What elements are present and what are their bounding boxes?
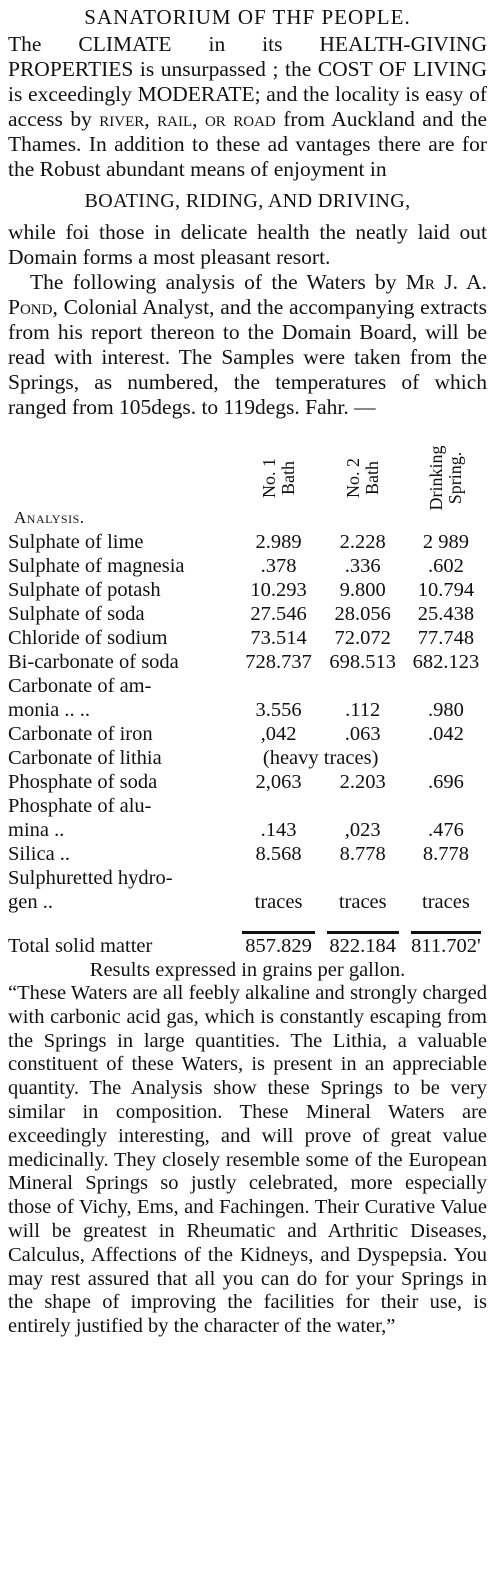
total-value-2: 822.184: [329, 935, 397, 957]
row-value-2: traces: [338, 891, 387, 913]
row-value-2: .336: [344, 555, 381, 577]
row-value-2: 2.203: [339, 771, 386, 793]
row-value-2: 698.513: [329, 651, 397, 673]
table-row: [8, 578, 487, 602]
row-value-1: 728.737: [245, 651, 312, 673]
total-rule-row: [8, 914, 487, 934]
row-value-3: .476: [427, 819, 464, 841]
analysis-table: [8, 426, 487, 958]
row-value-3: .980: [427, 699, 464, 721]
row-name: Sulphate of lime: [8, 531, 144, 553]
intro-text-1: The CLIMATE in its HEALTH-GIVING PROPERTIES is unsurpassed ; the COST OF LIVING is exceedingly MODERATE; and the locality is easy of access by: [8, 32, 487, 131]
table-row: [8, 794, 487, 818]
domain-paragraph: while foi those in delicate health the neatly laid out Domain forms a most pleasant resort.: [8, 220, 487, 269]
row-name-continued: monia .. ..: [8, 699, 90, 721]
report-quote: “These Waters are all feebly alkaline and strongly charged with carbonic acid gas, which is constantly escaping from the Springs in large quantities. The Lithia, a valuable constituent of these Waters, is present in an appreciable quantity. The Analysis show these Springs to be very similar in composition. These Mineral Waters are exceedingly interesting, and will prove of great value medicinally. They closely resemble some of the European Mineral Springs so justly celebrated, more especially those of Vichy, Ems, and Fachingen. Their Curative Value will be greatest in Rheumatic and Arthritic Diseases, Calculus, Affections of the Kidneys, and Dyspepsia. You may rest assured that all you can do for your Springs in the shape of improving the facilities for their use, is entirely justified by the character of the water,”: [8, 982, 487, 1338]
table-row: [8, 650, 487, 674]
table-header-row: [8, 426, 487, 530]
col1-header: [236, 426, 320, 530]
rule-cell-1: [236, 914, 320, 934]
row-name: Carbonate of lithia: [8, 747, 162, 769]
row-value-3: 77.748: [417, 627, 475, 649]
table-row: [8, 698, 487, 722]
row-value-1: 8.568: [255, 843, 302, 865]
col1-header-line2: Bath: [277, 461, 298, 495]
row-value-3: .042: [427, 723, 464, 745]
row-value-2: ,023: [344, 819, 381, 841]
analysis-intro-text-2: , Colonial Analyst, and the accompanying extracts from his report thereon to the Domain Board, will be read with interest. The Samples were taken from the Springs, as numbered, the temperatures of which ranged from 105degs. to 119degs. Fahr. —: [8, 295, 487, 419]
rule-cell-2: [321, 914, 405, 934]
row-value-3: 8.778: [422, 843, 469, 865]
row-name: Chloride of sodium: [8, 627, 168, 649]
row-value-3: .602: [427, 555, 464, 577]
table-row: [8, 842, 487, 866]
col2-header: [321, 426, 405, 530]
row-value-2: 9.800: [339, 579, 386, 601]
total-row: [8, 934, 487, 958]
table-row: [8, 602, 487, 626]
row-value-3: 10.794: [417, 579, 475, 601]
total-name: Total solid matter: [8, 935, 153, 957]
analysis-intro-paragraph: [8, 270, 487, 420]
row-value-2: 8.778: [339, 843, 386, 865]
row-name: Sulphate of soda: [8, 603, 145, 625]
table-row: [8, 818, 487, 842]
row-name: Sulphate of magnesia: [8, 555, 185, 577]
river-word: river: [99, 107, 145, 131]
row-value-2: 72.072: [334, 627, 391, 649]
rule-spacer: [8, 914, 236, 934]
row-value-2: 2.228: [339, 531, 386, 553]
row-value-1: 73.514: [250, 627, 307, 649]
row-name: Carbonate of am-: [8, 675, 152, 697]
row-name: Sulphuretted hydro-: [8, 867, 173, 889]
row-value-1: .143: [260, 819, 297, 841]
table-row: [8, 722, 487, 746]
intro-sep-1: ,: [144, 107, 158, 131]
row-value-2: .112: [345, 699, 381, 721]
table-row: [8, 530, 487, 554]
col2-header-line2: Bath: [361, 461, 382, 495]
row-value-3: 682.123: [412, 651, 480, 673]
activities-subheading: BOATING, RIDING, AND DRIVING,: [84, 190, 411, 212]
row-value-1: 2,063: [255, 771, 302, 793]
row-value-3: 2 989: [422, 531, 469, 553]
rail-word: rail: [157, 107, 193, 131]
road-word: or road: [204, 107, 276, 131]
table-row: [8, 866, 487, 890]
table-row: [8, 554, 487, 578]
analysis-header-label: Analysis.: [14, 508, 85, 527]
results-note: Results expressed in grains per gallon.: [89, 959, 406, 981]
intro-text-2: from Auckland and the Thames. In addition to these ad vantages there are for the Robust abundant means of enjoyment in: [8, 107, 488, 181]
row-value-1: 27.546: [250, 603, 307, 625]
analysis-intro-text-1: The following analysis of the Waters by: [30, 270, 406, 294]
page-title: SANATORIUM OF THF PEOPLE.: [84, 5, 411, 29]
row-name: Sulphate of potash: [8, 579, 161, 601]
intro-sep-2: ,: [192, 107, 205, 131]
table-header-cell: [8, 426, 236, 530]
row-value-2: 28.056: [334, 603, 391, 625]
table-row: [8, 746, 487, 770]
row-value-3: [405, 746, 487, 770]
col3-header: [405, 426, 487, 530]
col2-header-line1: No. 2: [342, 458, 363, 498]
row-value-3: traces: [422, 891, 470, 913]
row-name: Carbonate of iron: [8, 723, 153, 745]
row-name: Bi-carbonate of soda: [8, 651, 179, 673]
row-name-continued: gen ..: [8, 891, 53, 913]
row-name: Phosphate of alu-: [8, 795, 152, 817]
col3-header-line1: Drinking: [425, 445, 446, 511]
total-value-3: 811.702': [411, 935, 481, 957]
row-value-1: 3.556: [255, 699, 302, 721]
row-name-continued: mina ..: [8, 819, 65, 841]
table-row: [8, 674, 487, 698]
row-value-3: 25.438: [417, 603, 475, 625]
row-value-2: .063: [344, 723, 381, 745]
row-value-1: 10.293: [250, 579, 307, 601]
row-name: Phosphate of soda: [8, 771, 158, 793]
intro-paragraph: [8, 32, 487, 182]
row-value-1: .378: [260, 555, 297, 577]
row-spanned-value: (heavy traces): [262, 747, 379, 769]
row-value-1: traces: [254, 891, 303, 913]
table-row: [8, 770, 487, 794]
table-row: [8, 626, 487, 650]
col3-header-line2: Spring.: [444, 451, 465, 505]
table-row: [8, 890, 487, 914]
row-value-1: 2.989: [255, 531, 302, 553]
rule-cell-3: [405, 914, 487, 934]
row-value-3: .696: [427, 771, 464, 793]
col1-header-line1: No. 1: [258, 458, 279, 498]
total-value-1: 857.829: [245, 935, 312, 957]
analyst-name: Mr J. A. Pond: [8, 270, 487, 319]
row-name: Silica ..: [8, 843, 71, 865]
row-value-1: ,042: [260, 723, 297, 745]
